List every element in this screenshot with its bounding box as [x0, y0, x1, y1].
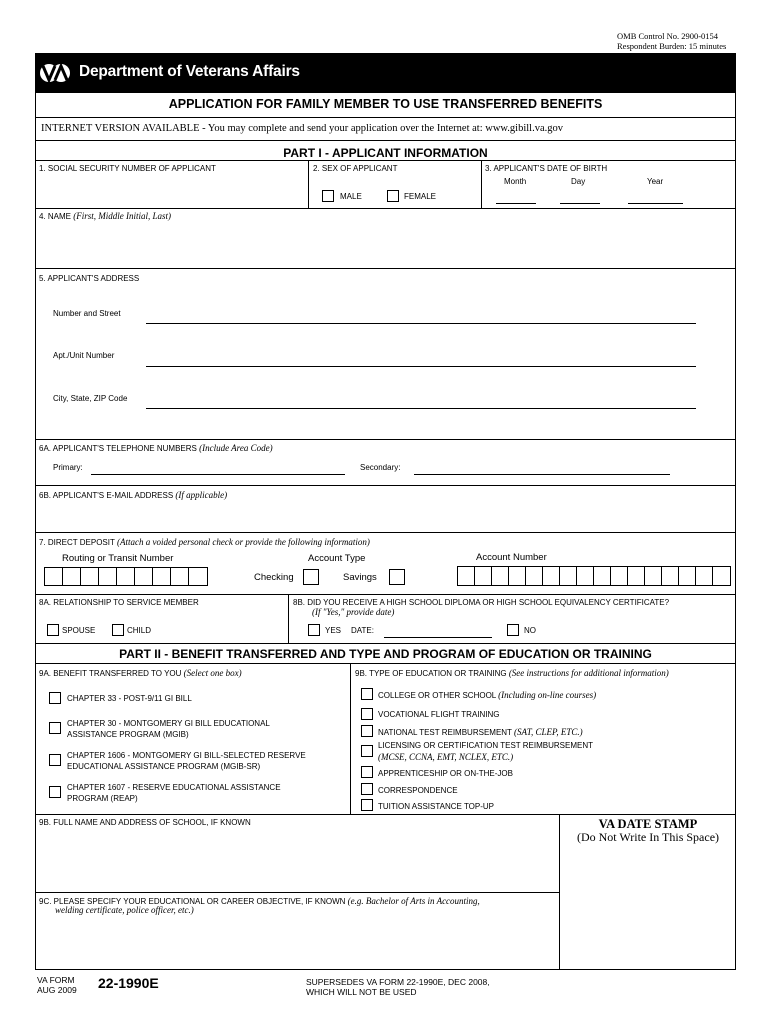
- divider: [35, 663, 736, 664]
- savings-checkbox[interactable]: [389, 569, 405, 585]
- divider: [35, 532, 736, 533]
- stamp-title: VA DATE STAMP: [598, 817, 698, 831]
- part1-title: PART I - APPLICANT INFORMATION: [283, 146, 488, 160]
- city-input[interactable]: [146, 408, 696, 409]
- agency-name: Department of Veterans Affairs: [79, 63, 300, 80]
- secondary-phone-input[interactable]: [414, 474, 670, 475]
- address-label: 5. APPLICANT'S ADDRESS: [39, 274, 140, 283]
- diploma-no-checkbox[interactable]: [507, 624, 519, 636]
- footer-supersedes: SUPERSEDES VA FORM 22-1990E, DEC 2008,: [306, 977, 490, 987]
- type-national-test-checkbox[interactable]: [361, 725, 373, 737]
- name-label-text: 4. NAME: [39, 212, 74, 221]
- education-type-label-text: 9B. TYPE OF EDUCATION OR TRAINING: [355, 669, 509, 678]
- diploma-note: (If "Yes," provide date): [312, 607, 395, 617]
- apt-input[interactable]: [146, 366, 696, 367]
- male-label: MALE: [340, 192, 362, 201]
- divider: [35, 643, 736, 644]
- footer-form-number: 22-1990E: [98, 975, 159, 991]
- type-licensing-note: (MCSE, CCNA, EMT, NCLEX, ETC.): [378, 752, 514, 762]
- divider: [35, 160, 736, 161]
- type-correspondence-checkbox[interactable]: [361, 783, 373, 795]
- no-label: NO: [524, 626, 536, 635]
- divider: [35, 208, 736, 209]
- benefit-label: [39, 668, 242, 678]
- school-label: 9B. FULL NAME AND ADDRESS OF SCHOOL, IF KNOWN: [39, 818, 251, 827]
- dob-day-label: Day: [571, 177, 586, 186]
- deposit-label-note: (Attach a voided personal check or provide the following information): [116, 537, 370, 547]
- header-bar: [35, 53, 736, 93]
- type-correspondence-label: CORRESPONDENCE: [378, 786, 458, 795]
- routing-number-boxes[interactable]: [44, 567, 208, 586]
- sex-label: 2. SEX OF APPLICANT: [313, 164, 398, 173]
- education-type-label-note: (See instructions for additional information): [508, 668, 669, 678]
- dob-day-input[interactable]: [560, 203, 600, 204]
- dob-year-label: Year: [647, 177, 664, 186]
- part2-title: PART II - BENEFIT TRANSFERRED AND TYPE AND PROGRAM OF EDUCATION OR TRAINING: [119, 647, 652, 661]
- divider: [35, 140, 736, 141]
- benefit-label-note: (Select one box): [183, 668, 242, 678]
- relationship-label: 8A. RELATIONSHIP TO SERVICE MEMBER: [39, 598, 199, 607]
- divider: [35, 892, 559, 893]
- account-type-label: Account Type: [308, 553, 366, 564]
- va-logo: [39, 58, 71, 88]
- child-label: CHILD: [127, 626, 152, 635]
- yes-label: YES: [325, 626, 342, 635]
- benefit-ch1606-checkbox[interactable]: [49, 754, 61, 766]
- footer-va-form: VA FORM: [37, 975, 75, 985]
- secondary-label: Secondary:: [360, 463, 401, 472]
- objective-field[interactable]: [38, 918, 556, 966]
- street-input[interactable]: [146, 323, 696, 324]
- dob-year-input[interactable]: [628, 203, 683, 204]
- type-national-test-text: NATIONAL TEST REIMBURSEMENT: [378, 728, 515, 737]
- respondent-burden: Respondent Burden: 15 minutes: [617, 41, 727, 51]
- type-college-label: [378, 690, 596, 700]
- omb-control-number: OMB Control No. 2900-0154: [617, 31, 719, 41]
- type-national-test-note: (SAT, CLEP, ETC.): [514, 727, 583, 737]
- divider: [308, 160, 309, 208]
- school-field[interactable]: [38, 830, 556, 890]
- female-label: FEMALE: [404, 192, 437, 201]
- deposit-label: [39, 537, 370, 547]
- female-checkbox[interactable]: [387, 190, 399, 202]
- type-college-text: COLLEGE OR OTHER SCHOOL: [378, 691, 499, 700]
- account-number-label: Account Number: [476, 552, 547, 563]
- spouse-label: SPOUSE: [62, 626, 96, 635]
- email-label-text: 6B. APPLICANT'S E-MAIL ADDRESS: [39, 491, 176, 500]
- objective-label-text: 9C. PLEASE SPECIFY YOUR EDUCATIONAL OR CAREER OBJECTIVE, IF KNOWN: [39, 897, 348, 906]
- type-flight-checkbox[interactable]: [361, 708, 373, 720]
- dob-month-input[interactable]: [496, 203, 536, 204]
- child-checkbox[interactable]: [112, 624, 124, 636]
- email-field[interactable]: [38, 502, 733, 530]
- type-apprenticeship-label: APPRENTICESHIP OR ON-THE-JOB: [378, 769, 513, 778]
- type-college-checkbox[interactable]: [361, 688, 373, 700]
- divider: [35, 439, 736, 440]
- footer-date: AUG 2009: [37, 985, 77, 995]
- divider: [35, 268, 736, 269]
- name-label: [39, 211, 171, 221]
- male-checkbox[interactable]: [322, 190, 334, 202]
- name-field[interactable]: [38, 224, 733, 266]
- phone-label-note: (Include Area Code): [199, 443, 273, 453]
- type-flight-label: VOCATIONAL FLIGHT TRAINING: [378, 710, 500, 719]
- primary-phone-input[interactable]: [91, 474, 345, 475]
- benefit-ch30-label: CHAPTER 30 - MONTGOMERY GI BILL EDUCATIONAL ASSISTANCE PROGRAM (MGIB): [67, 719, 270, 739]
- type-national-test-label: [378, 727, 583, 737]
- divider: [350, 663, 351, 814]
- primary-label: Primary:: [53, 463, 83, 472]
- stamp-note: (Do Not Write In This Space): [576, 830, 720, 844]
- divider: [288, 594, 289, 643]
- routing-label: Routing or Transit Number: [62, 553, 174, 564]
- email-label-note: (If applicable): [175, 490, 228, 500]
- type-licensing-label: LICENSING OR CERTIFICATION TEST REIMBURSEMENT: [378, 741, 593, 750]
- deposit-label-text: 7. DIRECT DEPOSIT: [39, 538, 117, 547]
- checking-checkbox[interactable]: [303, 569, 319, 585]
- benefit-label-text: 9A. BENEFIT TRANSFERRED TO YOU: [39, 669, 184, 678]
- ssn-label: 1. SOCIAL SECURITY NUMBER OF APPLICANT: [39, 164, 216, 173]
- benefit-ch33-label: CHAPTER 33 - POST-9/11 GI BILL: [67, 694, 192, 703]
- email-label: [39, 490, 227, 500]
- internet-note: INTERNET VERSION AVAILABLE - You may complete and send your application over the Internet at: www.gibill.va.gov: [41, 123, 564, 134]
- diploma-yes-checkbox[interactable]: [308, 624, 320, 636]
- objective-label-note: (e.g. Bachelor of Arts in Accounting,: [347, 896, 480, 906]
- street-label: Number and Street: [53, 309, 121, 318]
- divider: [35, 485, 736, 486]
- savings-label: Savings: [343, 572, 377, 583]
- footer-supersedes-2: WHICH WILL NOT BE USED: [306, 987, 417, 997]
- benefit-ch1607-label: CHAPTER 1607 - RESERVE EDUCATIONAL ASSISTANCE PROGRAM (REAP): [67, 783, 281, 803]
- objective-label-note2: welding certificate, police officer, etc.): [55, 905, 194, 915]
- benefit-ch1606-label: CHAPTER 1606 - MONTGOMERY GI BILL-SELECTED RESERVE EDUCATIONAL ASSISTANCE PROGRAM (MGIB-SR): [67, 751, 306, 771]
- benefit-ch33-checkbox[interactable]: [49, 692, 61, 704]
- name-label-note: (First, Middle Initial, Last): [73, 211, 171, 221]
- type-licensing-checkbox[interactable]: [361, 745, 373, 757]
- divider: [35, 814, 736, 815]
- education-type-label: [355, 668, 669, 678]
- type-college-note: (Including on-line courses): [498, 690, 597, 700]
- phone-label-text: 6A. APPLICANT'S TELEPHONE NUMBERS: [39, 444, 200, 453]
- divider: [35, 594, 736, 595]
- city-label: City, State, ZIP Code: [53, 394, 128, 403]
- type-tuition-checkbox[interactable]: [361, 799, 373, 811]
- benefit-ch1607-checkbox[interactable]: [49, 786, 61, 798]
- ssn-field[interactable]: [38, 175, 306, 205]
- benefit-ch30-checkbox[interactable]: [49, 722, 61, 734]
- diploma-label: 8B. DID YOU RECEIVE A HIGH SCHOOL DIPLOMA OR HIGH SCHOOL EQUIVALENCY CERTIFICATE?: [293, 598, 670, 607]
- checking-label: Checking: [254, 572, 294, 583]
- date-label: DATE:: [351, 626, 374, 635]
- divider: [481, 160, 482, 208]
- diploma-date-input[interactable]: [384, 637, 492, 638]
- spouse-checkbox[interactable]: [47, 624, 59, 636]
- dob-month-label: Month: [504, 177, 527, 186]
- divider: [35, 117, 736, 118]
- dob-label: 3. APPLICANT'S DATE OF BIRTH: [485, 164, 608, 173]
- account-number-boxes[interactable]: [457, 566, 731, 586]
- apt-label: Apt./Unit Number: [53, 351, 115, 360]
- type-apprenticeship-checkbox[interactable]: [361, 766, 373, 778]
- phone-label: [39, 443, 273, 453]
- form-title: APPLICATION FOR FAMILY MEMBER TO USE TRANSFERRED BENEFITS: [168, 97, 603, 111]
- type-tuition-label: TUITION ASSISTANCE TOP-UP: [378, 802, 495, 811]
